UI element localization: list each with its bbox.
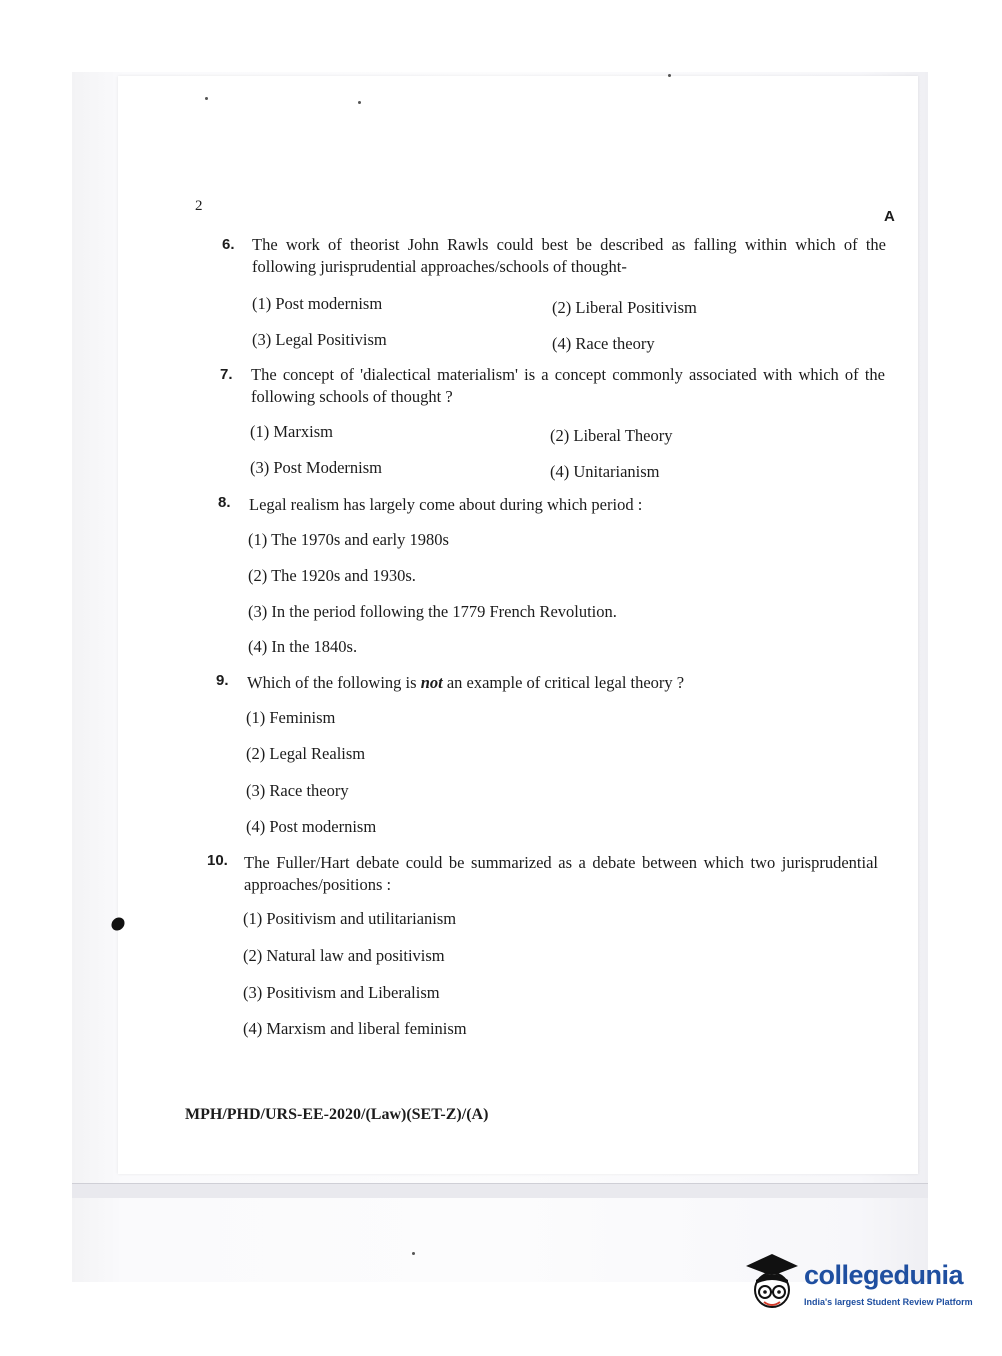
option: (2) Liberal Positivism (552, 298, 697, 317)
option: (4) Marxism and liberal feminism (243, 1019, 467, 1038)
option: (1) Feminism (246, 708, 336, 727)
question-text: Legal realism has largely come about during which period : (249, 495, 643, 514)
option: (3) Legal Positivism (252, 330, 387, 349)
question-emphasis: not (420, 673, 443, 692)
question-number: 6. (222, 236, 235, 253)
question-text: The Fuller/Hart debate could be summarized as a debate between which two jurisprudential approaches/positions : (244, 853, 878, 894)
mascot-icon (742, 1250, 802, 1316)
scan-speck (412, 1252, 415, 1255)
option: (2) Natural law and positivism (243, 946, 445, 965)
option: (4) Post modernism (246, 817, 377, 836)
question-text: The work of theorist John Rawls could best be described as falling within which of the following jurisprudential approaches/schools of thought- (252, 235, 886, 276)
option: (1) Positivism and utilitarianism (243, 909, 457, 928)
question-number: 8. (218, 494, 231, 511)
question-text (247, 672, 881, 694)
option: (3) In the period following the 1779 French Revolution. (248, 602, 617, 621)
option: (1) Marxism (250, 422, 333, 441)
option: (1) The 1970s and early 1980s (248, 530, 449, 549)
question-text: The concept of 'dialectical materialism' is a concept commonly associated with which of the following schools of thought ? (251, 365, 885, 406)
option: (3) Post Modernism (250, 458, 382, 477)
option: (4) Unitarianism (550, 462, 660, 481)
option: (1) Post modernism (252, 294, 383, 313)
scan-speck (358, 101, 361, 104)
option: (4) Race theory (552, 334, 655, 353)
option: (2) Legal Realism (246, 744, 366, 763)
question-number: 7. (220, 366, 233, 383)
page-number: 2 (195, 198, 203, 214)
question-text-part: Which of the following is (247, 673, 421, 692)
option: (3) Race theory (246, 781, 349, 800)
set-letter: A (884, 208, 895, 225)
footer-exam-code: MPH/PHD/URS-EE-2020/(Law)(SET-Z)/(A) (185, 1106, 489, 1123)
collegedunia-logo[interactable] (742, 1250, 972, 1316)
logo-wordmark: collegedunia (804, 1260, 964, 1290)
scan-edge (72, 1183, 928, 1198)
question-text-part: an example of critical legal theory ? (442, 673, 685, 692)
option: (3) Positivism and Liberalism (243, 983, 440, 1002)
scan-speck (668, 74, 671, 77)
option: (2) The 1920s and 1930s. (248, 566, 416, 585)
question-number: 9. (216, 672, 229, 689)
option: (2) Liberal Theory (550, 426, 673, 445)
option: (4) In the 1840s. (248, 637, 358, 656)
logo-tagline: India's largest Student Review Platform (804, 1297, 973, 1307)
scan-speck (205, 97, 208, 100)
question-number: 10. (207, 852, 228, 869)
